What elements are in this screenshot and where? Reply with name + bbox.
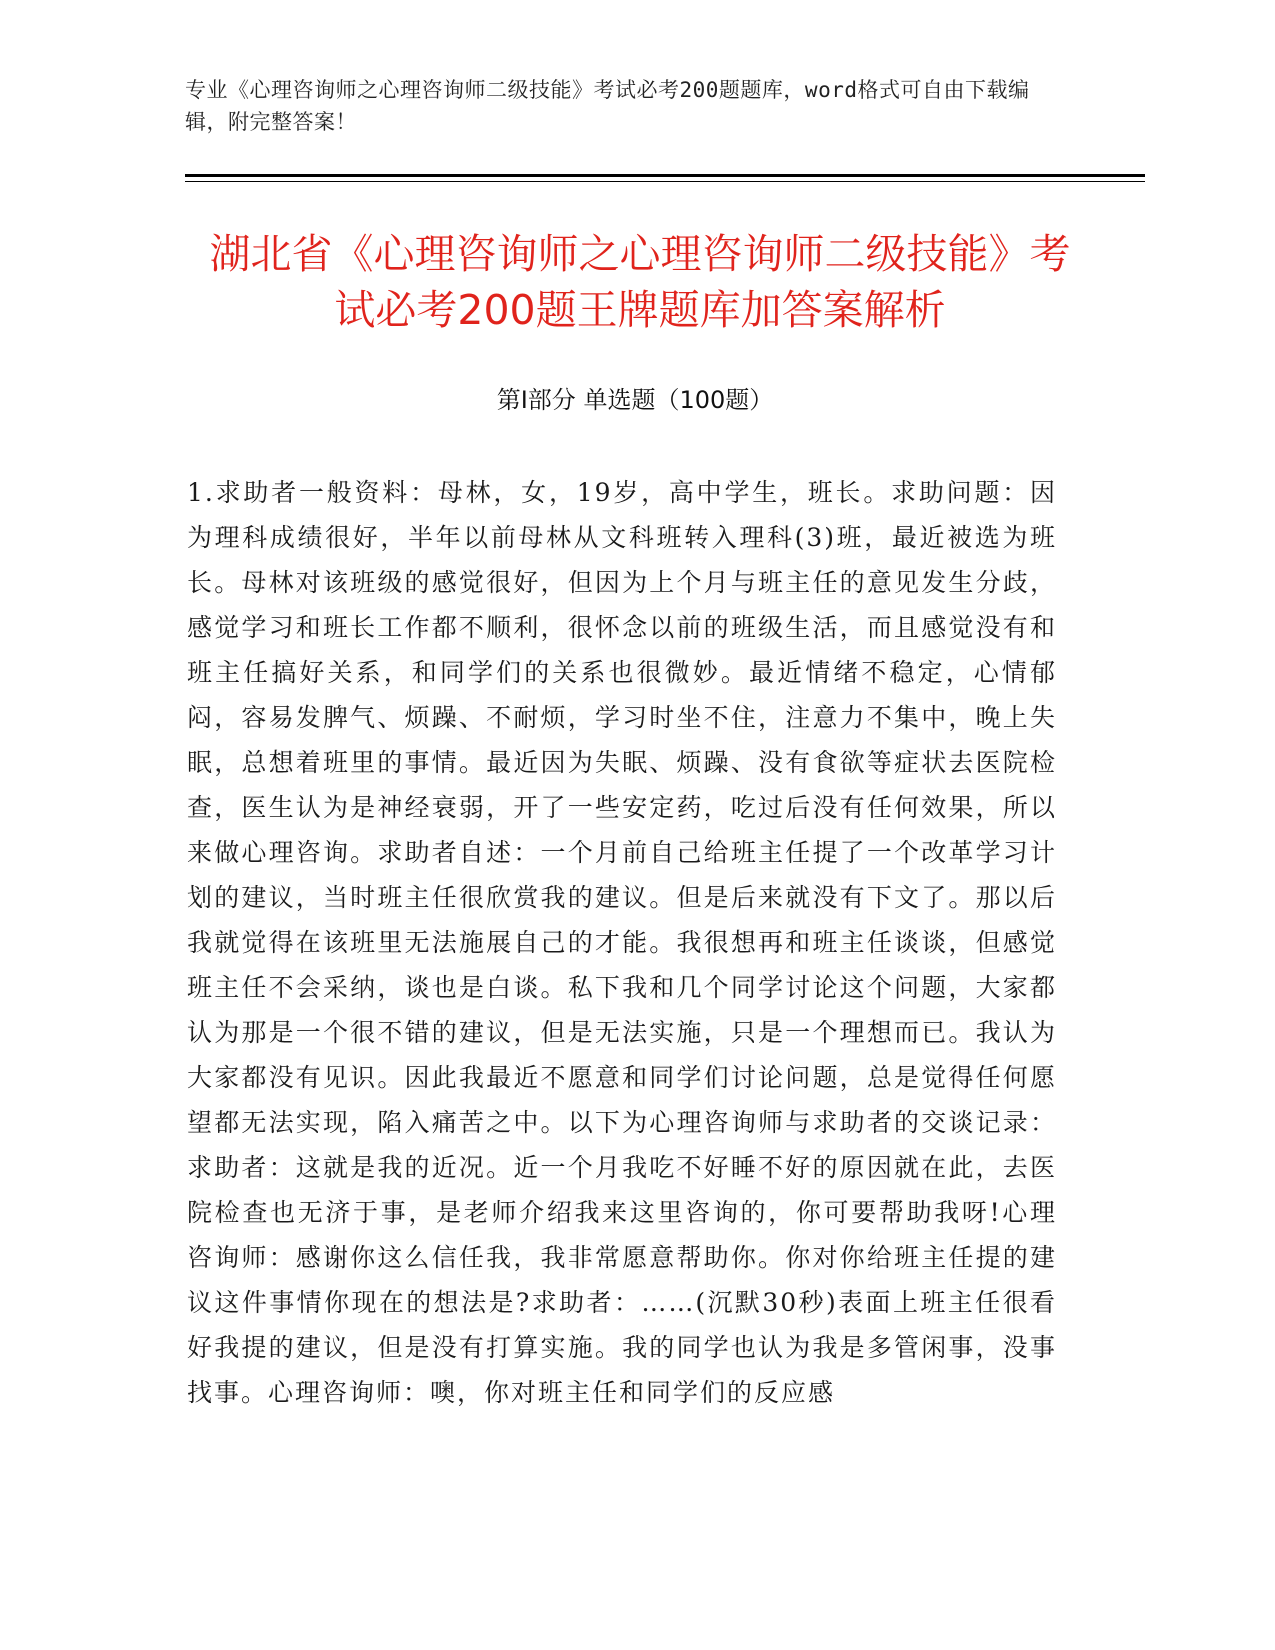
header-note: 专业《心理咨询师之心理咨询师二级技能》考试必考200题题库，word格式可自由下载编辑，附完整答案！ xyxy=(185,78,1030,134)
question-1-text: 1.求助者一般资料：母林，女，19岁，高中学生，班长。求助问题：因为理科成绩很好，半年以前母林从文科班转入理科(3)班，最近被选为班长。母林对该班级的感觉很好，但因为上个月与班主任的意见发生分歧，感觉学习和班长工作都不顺利，很怀念以前的班级生活，而且感觉没有和班主任搞好关系，和同学们的关系也很微妙。最近情绪不稳定，心情郁闷，容易发脾气、烦躁、不耐烦，学习时坐不住，注意力不集中，晚上失眠，总想着班里的事情。最近因为失眠、烦躁、没有食欲等症状去医院检查，医生认为是神经衰弱，开了一些安定药，吃过后没有任何效果，所以来做心理咨询。求助者自述：一个月前自己给班主任提了一个改革学习计划的建议，当时班主任很欣赏我的建议。但是后来就没有下文了。那以后我就觉得在该班里无法施展自己的才能。我很想再和班主任谈谈，但感觉班主任不会采纳，谈也是白谈。私下我和几个同学讨论这个问题，大家都认为那是一个很不错的建议，但是无法实施，只是一个理想而已。我认为大家都没有见识。因此我最近不愿意和同学们讨论问题，总是觉得任何愿望都无法实现，陷入痛苦之中。以下为心理咨询师与求助者的交谈记录：求助者：这就是我的近况。近一个月我吃不好睡不好的原因就在此，去医院检查也无济于事，是老师介绍我来这里咨询的，你可要帮助我呀!心理咨询师：感谢你这么信任我，我非常愿意帮助你。你对你给班主任提的建议这件事情你现在的想法是?求助者：……(沉默30秒)表面上班主任很看好我提的建议，但是没有打算实施。我的同学也认为我是多管闲事，没事找事。心理咨询师：噢，你对班主任和同学们的反应感 xyxy=(187,478,1057,1407)
header-divider-thick xyxy=(185,174,1145,177)
header-divider-thin xyxy=(185,181,1145,182)
document-title: 湖北省《心理咨询师之心理咨询师二级技能》考试必考200题王牌题库加答案解析 xyxy=(209,230,1071,334)
section-heading: 第I部分 单选题（100题） xyxy=(496,386,774,414)
